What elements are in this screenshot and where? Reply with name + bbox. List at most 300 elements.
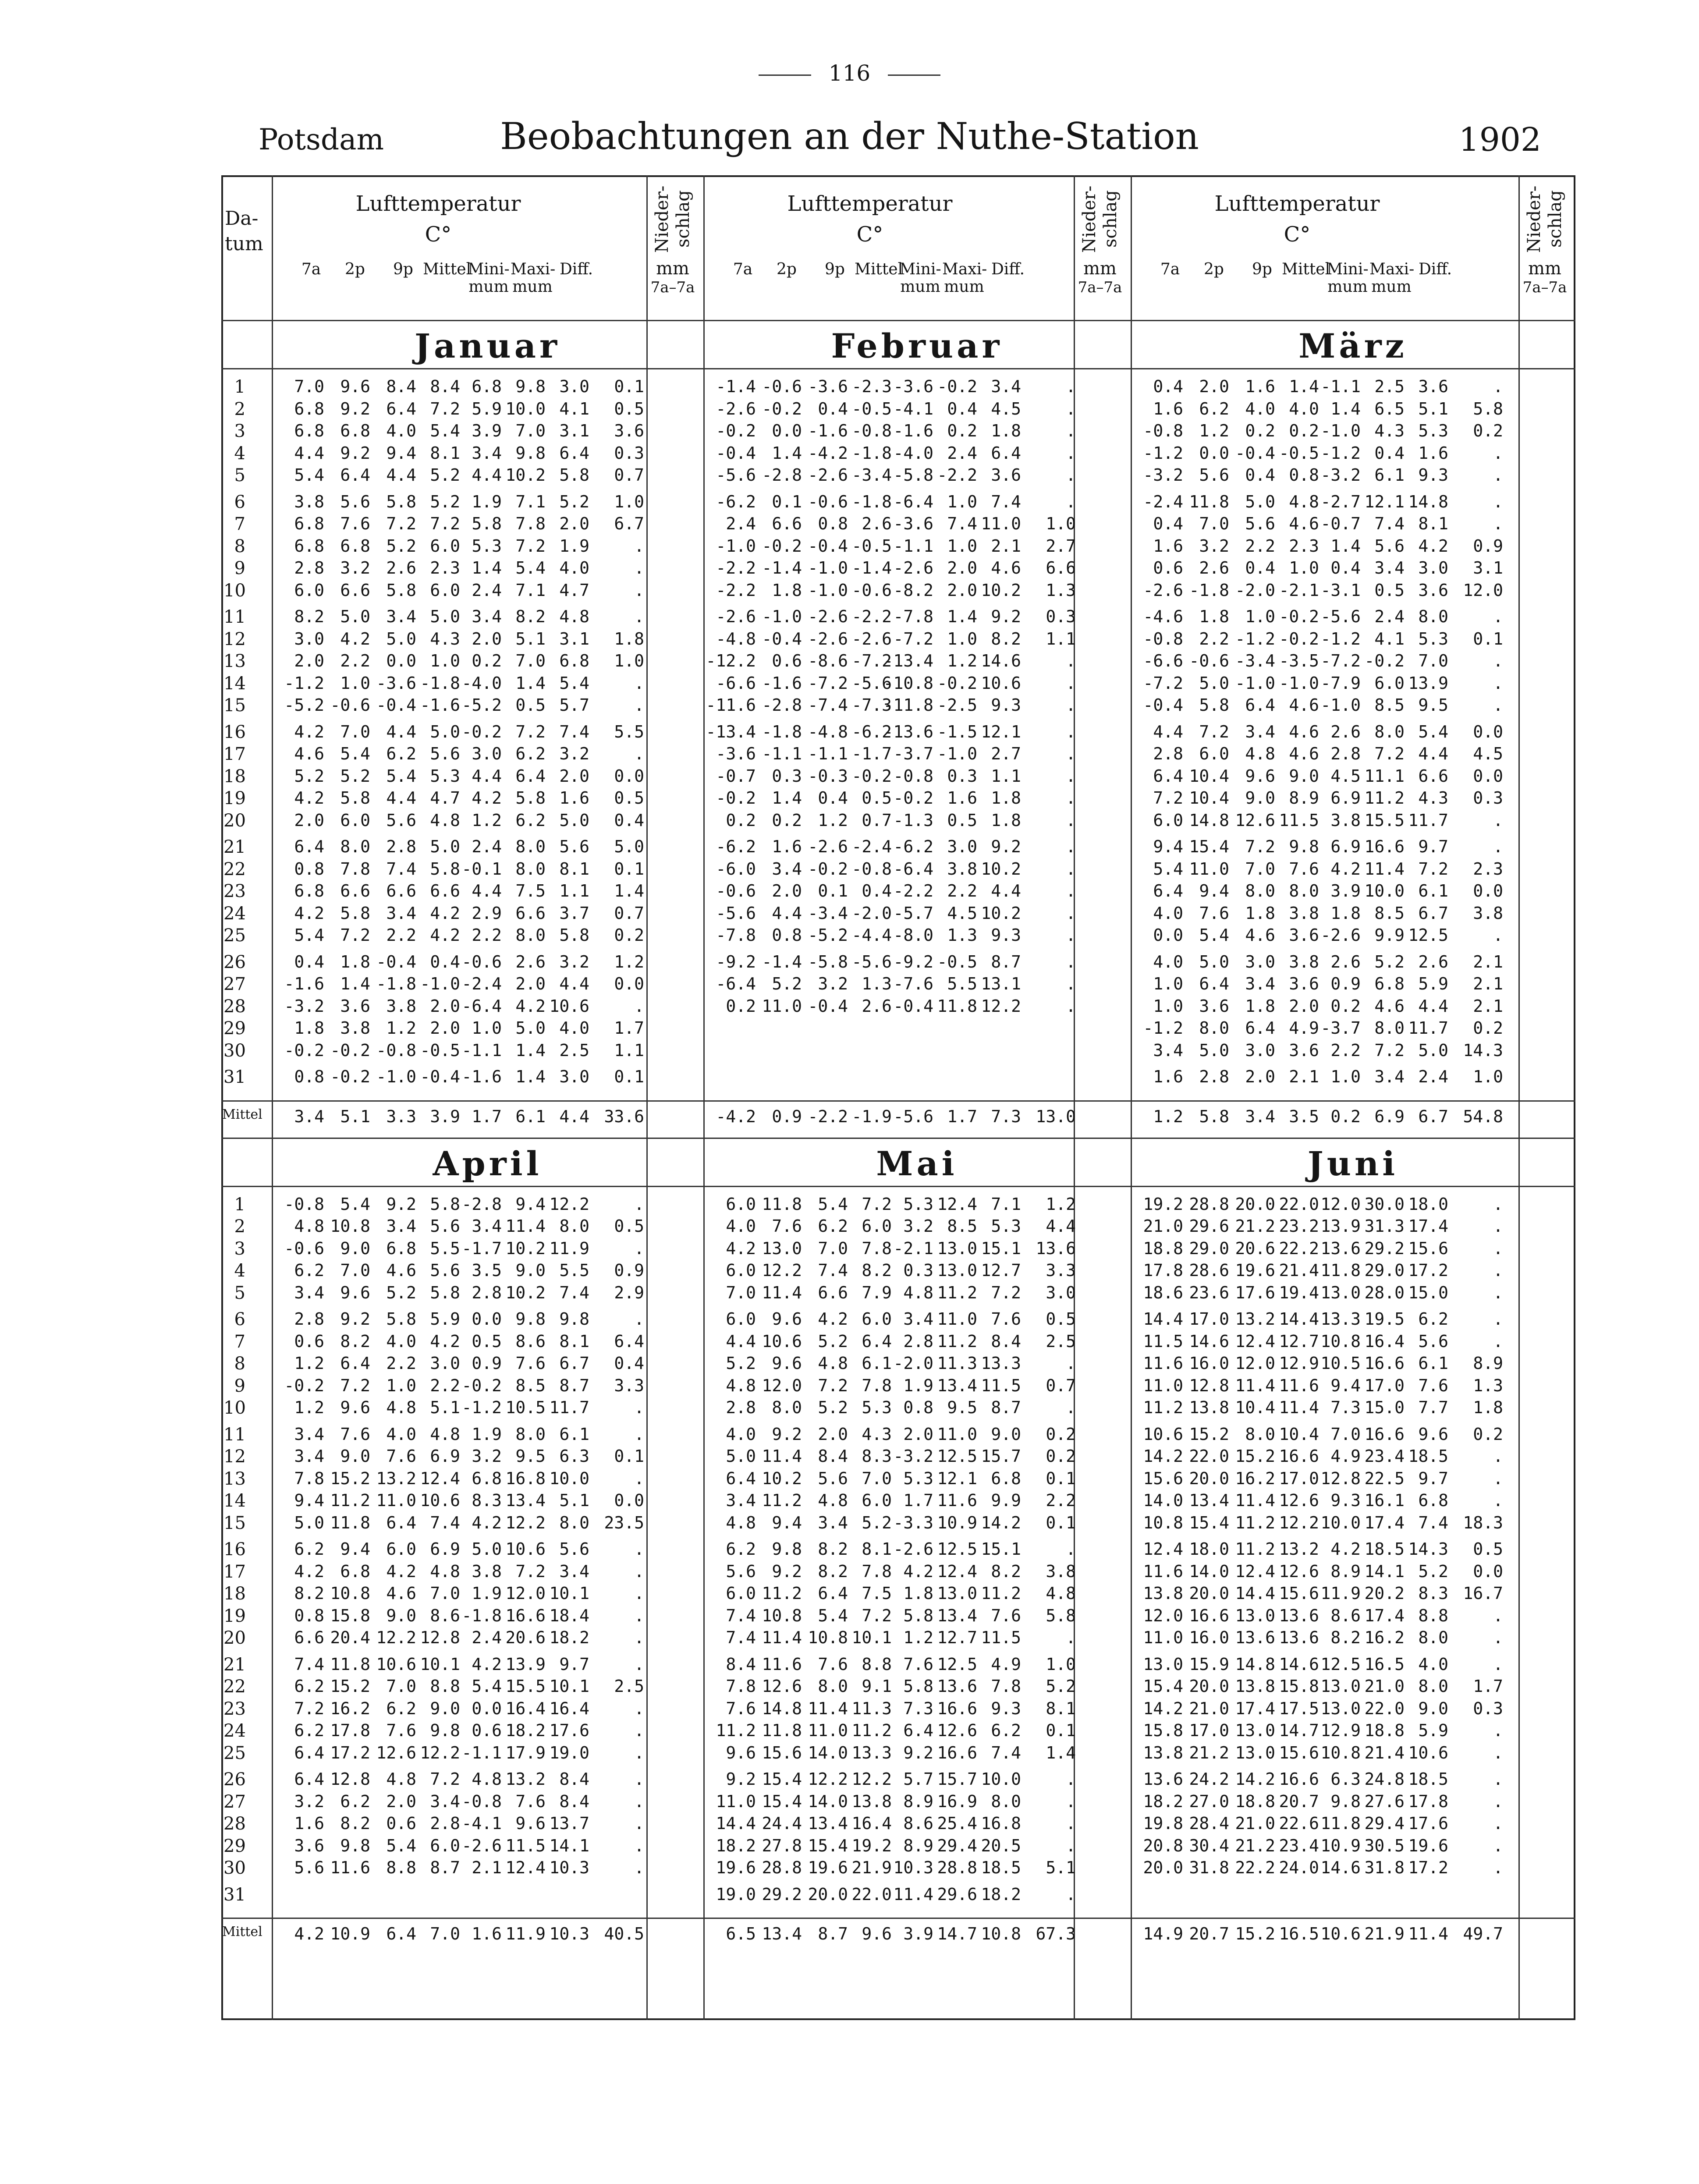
- cell: -13.6: [883, 722, 933, 741]
- cell: 17.4: [1408, 1216, 1448, 1236]
- cell: -0.4: [893, 996, 933, 1016]
- cell: -2.6: [1143, 580, 1183, 600]
- cell: 5.4: [1418, 722, 1448, 741]
- cell: 1.4: [1289, 377, 1319, 396]
- cell: -1.0: [716, 536, 756, 556]
- day-number: 28: [223, 996, 246, 1017]
- cell: 23.4: [1364, 1447, 1405, 1466]
- cell: 9.3: [1330, 1491, 1361, 1510]
- cell: 17.0: [1279, 1468, 1319, 1488]
- cell: -6.0: [716, 859, 756, 879]
- cell: -5.7: [893, 903, 933, 923]
- cell: 6.2: [294, 1261, 324, 1280]
- cell: 15.4: [1189, 837, 1229, 856]
- cell: 28.6: [1189, 1261, 1229, 1280]
- cell: 0.5: [1374, 580, 1405, 600]
- cell: 3.1: [1473, 558, 1503, 578]
- cell: 3.4: [472, 443, 502, 463]
- cell: 11.9: [549, 1238, 589, 1258]
- niederschlag-unit: mm: [656, 259, 689, 279]
- cell: -7.2: [851, 651, 892, 670]
- mittel-cell: 13.4: [762, 1924, 802, 1943]
- cell: 1.4: [772, 788, 802, 808]
- cell: 6.8: [991, 1468, 1021, 1488]
- cell: .: [1066, 1398, 1076, 1417]
- day-number: 17: [223, 1561, 246, 1582]
- day-number: 26: [223, 1769, 246, 1790]
- cell: 0.2: [726, 996, 756, 1016]
- cell: -5.6: [1320, 607, 1361, 626]
- cell: 1.0: [614, 651, 644, 670]
- cell: 7.2: [862, 1606, 892, 1625]
- cell: 4.7: [559, 580, 589, 600]
- cell: 7.8: [340, 859, 370, 879]
- cell: 5.4: [818, 1606, 848, 1625]
- cell: 8.6: [515, 1331, 546, 1351]
- cell: 5.1: [1046, 1858, 1076, 1877]
- cell: 8.1: [862, 1539, 892, 1559]
- cell: 4.6: [991, 558, 1021, 578]
- cell: 1.9: [472, 492, 502, 511]
- cell: 4.0: [1153, 903, 1183, 923]
- cell: 28.8: [937, 1858, 977, 1877]
- cell: 1.8: [340, 952, 370, 971]
- day-number: 22: [223, 859, 246, 879]
- cell: 4.6: [386, 1261, 416, 1280]
- cell: -3.6: [893, 514, 933, 533]
- cell: -1.7: [461, 1238, 502, 1258]
- cell: 4.4: [772, 903, 802, 923]
- cell: .: [1493, 443, 1503, 463]
- cell: -4.1: [893, 399, 933, 418]
- column-header-2: 9p: [393, 260, 413, 278]
- day-number: 21: [223, 1654, 246, 1675]
- mittel-label: Mittel: [222, 1924, 262, 1939]
- cell: 4.8: [386, 1769, 416, 1789]
- cell: 2.6: [862, 514, 892, 533]
- cell: 6.8: [472, 1468, 502, 1488]
- cell: 4.0: [386, 1331, 416, 1351]
- cell: .: [634, 1309, 644, 1329]
- cell: -11.8: [883, 695, 933, 715]
- cell: 4.0: [726, 1424, 756, 1444]
- unit-label: C°: [856, 222, 883, 247]
- cell: 3.4: [472, 1216, 502, 1236]
- cell: 3.6: [294, 1836, 324, 1855]
- cell: 11.5: [1143, 1331, 1183, 1351]
- cell: 21.0: [1143, 1216, 1183, 1236]
- cell: 10.6: [981, 673, 1021, 693]
- cell: 14.4: [1235, 1584, 1275, 1603]
- cell: 7.6: [386, 1721, 416, 1740]
- cell: 12.1: [981, 722, 1021, 741]
- cell: 29.0: [1189, 1238, 1229, 1258]
- cell: 21.4: [1279, 1261, 1319, 1280]
- cell: 19.0: [549, 1743, 589, 1762]
- cell: 11.2: [762, 1491, 802, 1510]
- cell: 10.6: [1143, 1424, 1183, 1444]
- cell: 1.9: [472, 1584, 502, 1603]
- cell: 8.4: [818, 1447, 848, 1466]
- cell: -0.2: [716, 788, 756, 808]
- cell: 15.2: [330, 1677, 370, 1696]
- cell: -12.2: [706, 651, 756, 670]
- column-header-4: Mini- mum: [468, 260, 510, 296]
- cell: 12.4: [505, 1858, 546, 1877]
- cell: 1.6: [1153, 1067, 1183, 1086]
- mittel-cell: 3.4: [1245, 1106, 1275, 1126]
- lufttemperatur-label: Lufttemperatur: [1214, 191, 1380, 216]
- cell: 11.2: [981, 1584, 1021, 1603]
- mittel-cell: 21.9: [1364, 1924, 1405, 1943]
- day-number: 5: [234, 465, 245, 486]
- cell: -2.6: [461, 1836, 502, 1855]
- cell: 6.0: [430, 1836, 460, 1855]
- cell: 11.8: [1189, 492, 1229, 511]
- cell: 11.8: [330, 1513, 370, 1532]
- cell: -0.2: [461, 722, 502, 741]
- cell: 1.0: [340, 673, 370, 693]
- cell: 20.5: [981, 1836, 1021, 1855]
- cell: 13.2: [505, 1769, 546, 1789]
- cell: 9.0: [1289, 766, 1319, 786]
- cell: -1.0: [1320, 421, 1361, 440]
- cell: -0.6: [762, 377, 802, 396]
- day-number: 25: [223, 1743, 246, 1763]
- mittel-cell: -5.6: [893, 1106, 933, 1126]
- cell: 14.1: [1364, 1561, 1405, 1581]
- cell: 3.9: [472, 421, 502, 440]
- cell: 10.2: [505, 1238, 546, 1258]
- cell: 11.4: [1279, 1398, 1319, 1417]
- cell: 7.6: [515, 1354, 546, 1373]
- cell: -1.2: [1320, 629, 1361, 649]
- day-number: 17: [223, 744, 246, 764]
- cell: 2.5: [559, 1040, 589, 1060]
- cell: 11.5: [1279, 810, 1319, 830]
- cell: 4.4: [1046, 1216, 1076, 1236]
- year-label: 1902: [1458, 121, 1541, 159]
- cell: 3.2: [340, 558, 370, 578]
- cell: 7.0: [818, 1238, 848, 1258]
- cell: 8.5: [515, 1376, 546, 1395]
- cell: 11.0: [762, 996, 802, 1016]
- cell: 3.4: [294, 1424, 324, 1444]
- cell: 15.6: [762, 1743, 802, 1762]
- cell: -3.2: [1320, 465, 1361, 485]
- cell: 10.8: [808, 1628, 848, 1647]
- cell: 5.4: [430, 421, 460, 440]
- cell: .: [1493, 1309, 1503, 1329]
- cell: 15.1: [981, 1238, 1021, 1258]
- cell: 12.4: [420, 1468, 460, 1488]
- cell: 9.9: [991, 1491, 1021, 1510]
- cell: 5.2: [340, 766, 370, 786]
- cell: .: [634, 1561, 644, 1581]
- day-number: 11: [223, 607, 246, 627]
- cell: 2.0: [1289, 996, 1319, 1016]
- cell: 6.3: [559, 1447, 589, 1466]
- cell: 0.7: [614, 465, 644, 485]
- cell: 0.5: [614, 399, 644, 418]
- cell: 4.0: [1245, 399, 1275, 418]
- cell: 2.1: [1473, 952, 1503, 971]
- cell: -0.2: [762, 399, 802, 418]
- mittel-cell: 6.7: [1418, 1106, 1448, 1126]
- cell: 6.6: [386, 881, 416, 901]
- cell: -1.2: [461, 1398, 502, 1417]
- cell: -1.8: [851, 492, 892, 511]
- mittel-cell: 10.6: [1320, 1924, 1361, 1943]
- cell: 29.4: [1364, 1814, 1405, 1833]
- cell: 5.4: [294, 925, 324, 945]
- cell: -1.6: [893, 421, 933, 440]
- cell: 6.0: [430, 580, 460, 600]
- cell: 4.2: [472, 1654, 502, 1674]
- cell: 5.6: [294, 1858, 324, 1877]
- cell: 7.0: [726, 1283, 756, 1302]
- cell: 0.2: [772, 810, 802, 830]
- cell: -0.2: [851, 766, 892, 786]
- day-number: 31: [223, 1067, 246, 1087]
- cell: 9.8: [515, 377, 546, 396]
- cell: 4.8: [1046, 1584, 1076, 1603]
- cell: -4.4: [851, 925, 892, 945]
- cell: 2.0: [1245, 1067, 1275, 1086]
- cell: 0.8: [294, 1606, 324, 1625]
- cell: 12.8: [330, 1769, 370, 1789]
- cell: 14.2: [1235, 1769, 1275, 1789]
- cell: 8.1: [559, 1331, 589, 1351]
- cell: 8.5: [1374, 695, 1405, 715]
- cell: -3.7: [1320, 1018, 1361, 1038]
- datum-header: Da- tum: [225, 207, 263, 255]
- cell: 24.0: [1279, 1858, 1319, 1877]
- cell: 7.0: [340, 1261, 370, 1280]
- cell: 22.2: [1235, 1858, 1275, 1877]
- cell: 15.2: [1189, 1424, 1229, 1444]
- cell: 8.4: [559, 1769, 589, 1789]
- cell: -0.5: [937, 952, 977, 971]
- cell: 2.2: [386, 1354, 416, 1373]
- cell: 5.0: [340, 607, 370, 626]
- cell: -7.2: [1143, 673, 1183, 693]
- cell: 7.2: [294, 1698, 324, 1718]
- cell: 7.4: [1374, 514, 1405, 533]
- day-number: 11: [223, 1424, 246, 1445]
- column-header-5: Maxi- mum: [511, 260, 556, 296]
- cell: 13.8: [1189, 1398, 1229, 1417]
- cell: 6.0: [386, 1539, 416, 1559]
- cell: 7.6: [1289, 859, 1319, 879]
- cell: -7.2: [893, 629, 933, 649]
- cell: 1.7: [903, 1491, 933, 1510]
- cell: 2.2: [947, 881, 977, 901]
- day-number: 5: [234, 1283, 245, 1303]
- cell: -0.2: [937, 377, 977, 396]
- cell: 8.0: [559, 1216, 589, 1236]
- cell: 4.2: [1330, 1539, 1361, 1559]
- cell: 5.4: [340, 744, 370, 763]
- cell: .: [1493, 1216, 1503, 1236]
- cell: 16.6: [1364, 1354, 1405, 1373]
- cell: -6.4: [893, 859, 933, 879]
- cell: 3.3: [1046, 1261, 1076, 1280]
- cell: .: [1066, 788, 1076, 808]
- cell: 5.0: [430, 837, 460, 856]
- cell: 2.8: [903, 1331, 933, 1351]
- cell: 3.0: [1418, 558, 1448, 578]
- cell: -5.6: [851, 673, 892, 693]
- cell: 0.5: [472, 1331, 502, 1351]
- cell: -0.8: [893, 766, 933, 786]
- cell: -2.7: [1320, 492, 1361, 511]
- cell: 1.0: [1473, 1067, 1503, 1086]
- cell: -0.4: [420, 1067, 460, 1086]
- day-number: 14: [223, 1491, 246, 1511]
- cell: 8.0: [1199, 1018, 1229, 1038]
- cell: 6.0: [726, 1584, 756, 1603]
- cell: 0.2: [472, 651, 502, 670]
- cell: -0.6: [330, 695, 370, 715]
- cell: 1.6: [772, 837, 802, 856]
- cell: 13.0: [937, 1261, 977, 1280]
- mittel-cell: 20.7: [1189, 1924, 1229, 1943]
- cell: -5.8: [893, 465, 933, 485]
- cell: -13.4: [706, 722, 756, 741]
- cell: 12.2: [981, 996, 1021, 1016]
- cell: 8.2: [340, 1331, 370, 1351]
- location-label: Potsdam: [259, 123, 384, 156]
- niederschlag-label: Nieder- schlag: [1079, 185, 1121, 253]
- cell: 1.3: [1046, 580, 1076, 600]
- cell: 7.2: [515, 536, 546, 556]
- cell: 1.9: [559, 536, 589, 556]
- cell: 5.0: [1199, 952, 1229, 971]
- cell: .: [1066, 1628, 1076, 1647]
- cell: 9.4: [1330, 1376, 1361, 1395]
- cell: 9.2: [340, 1309, 370, 1329]
- cell: 0.4: [614, 810, 644, 830]
- cell: .: [634, 1858, 644, 1877]
- cell: 7.4: [430, 1513, 460, 1532]
- cell: 20.0: [1189, 1677, 1229, 1696]
- cell: 16.4: [505, 1698, 546, 1718]
- cell: 2.8: [386, 837, 416, 856]
- cell: 12.0: [1143, 1606, 1183, 1625]
- cell: 1.6: [1418, 443, 1448, 463]
- cell: 9.2: [340, 399, 370, 418]
- cell: 0.2: [1473, 1424, 1503, 1444]
- cell: 8.4: [726, 1654, 756, 1674]
- cell: 3.6: [1289, 925, 1319, 945]
- cell: 11.2: [1143, 1398, 1183, 1417]
- cell: .: [1066, 722, 1076, 741]
- cell: -2.2: [851, 607, 892, 626]
- cell: .: [1066, 881, 1076, 901]
- cell: 1.2: [818, 810, 848, 830]
- cell: -7.9: [1320, 673, 1361, 693]
- cell: 12.5: [1408, 925, 1448, 945]
- cell: 5.2: [386, 1283, 416, 1302]
- cell: 8.2: [294, 607, 324, 626]
- cell: 16.2: [1364, 1628, 1405, 1647]
- cell: -2.8: [762, 465, 802, 485]
- cell: 1.8: [991, 421, 1021, 440]
- cell: 6.4: [1153, 766, 1183, 786]
- cell: 14.4: [1279, 1309, 1319, 1329]
- cell: 13.0: [937, 1584, 977, 1603]
- cell: -6.4: [893, 492, 933, 511]
- cell: -0.4: [716, 443, 756, 463]
- cell: 1.2: [386, 1018, 416, 1038]
- cell: 17.8: [1143, 1261, 1183, 1280]
- cell: -4.2: [808, 443, 848, 463]
- cell: -6.4: [716, 974, 756, 993]
- cell: 22.2: [1279, 1238, 1319, 1258]
- cell: 2.0: [1199, 377, 1229, 396]
- cell: 7.4: [991, 492, 1021, 511]
- cell: 10.6: [549, 996, 589, 1016]
- cell: 18.4: [549, 1606, 589, 1625]
- cell: 21.0: [1364, 1677, 1405, 1696]
- cell: 11.7: [1408, 1018, 1448, 1038]
- cell: 18.2: [505, 1721, 546, 1740]
- cell: 17.2: [1408, 1858, 1448, 1877]
- cell: 0.5: [1046, 1309, 1076, 1329]
- cell: 7.4: [559, 722, 589, 741]
- cell: 11.0: [1189, 859, 1229, 879]
- cell: 17.6: [1408, 1814, 1448, 1833]
- cell: 9.0: [991, 1424, 1021, 1444]
- cell: 4.6: [1289, 744, 1319, 763]
- cell: -0.1: [461, 859, 502, 879]
- cell: 8.6: [1330, 1606, 1361, 1625]
- cell: .: [1493, 1283, 1503, 1302]
- cell: -0.2: [1279, 629, 1319, 649]
- cell: 1.4: [1330, 399, 1361, 418]
- cell: 28.8: [762, 1858, 802, 1877]
- cell: 6.2: [386, 744, 416, 763]
- cell: 5.8: [386, 1309, 416, 1329]
- cell: 8.9: [903, 1836, 933, 1855]
- cell: 0.0: [1199, 443, 1229, 463]
- cell: 8.0: [1418, 1677, 1448, 1696]
- cell: 20.8: [1143, 1836, 1183, 1855]
- cell: 1.0: [472, 1018, 502, 1038]
- cell: 9.3: [991, 695, 1021, 715]
- cell: 12.2: [549, 1194, 589, 1214]
- cell: 11.7: [1408, 810, 1448, 830]
- cell: 0.4: [1245, 465, 1275, 485]
- cell: -0.4: [376, 952, 416, 971]
- cell: 8.4: [386, 377, 416, 396]
- cell: 6.3: [1330, 1769, 1361, 1789]
- cell: 5.8: [430, 859, 460, 879]
- cell: 12.8: [1189, 1376, 1229, 1395]
- cell: -0.2: [330, 1067, 370, 1086]
- cell: 13.6: [1320, 1238, 1361, 1258]
- cell: -1.1: [461, 1743, 502, 1762]
- cell: 23.4: [1279, 1836, 1319, 1855]
- cell: 11.9: [1320, 1584, 1361, 1603]
- cell: 20.0: [808, 1884, 848, 1904]
- cell: 13.4: [808, 1814, 848, 1833]
- cell: 12.9: [1320, 1721, 1361, 1740]
- cell: -1.8: [461, 1606, 502, 1625]
- unit-label: C°: [425, 222, 452, 247]
- cell: 5.3: [862, 1398, 892, 1417]
